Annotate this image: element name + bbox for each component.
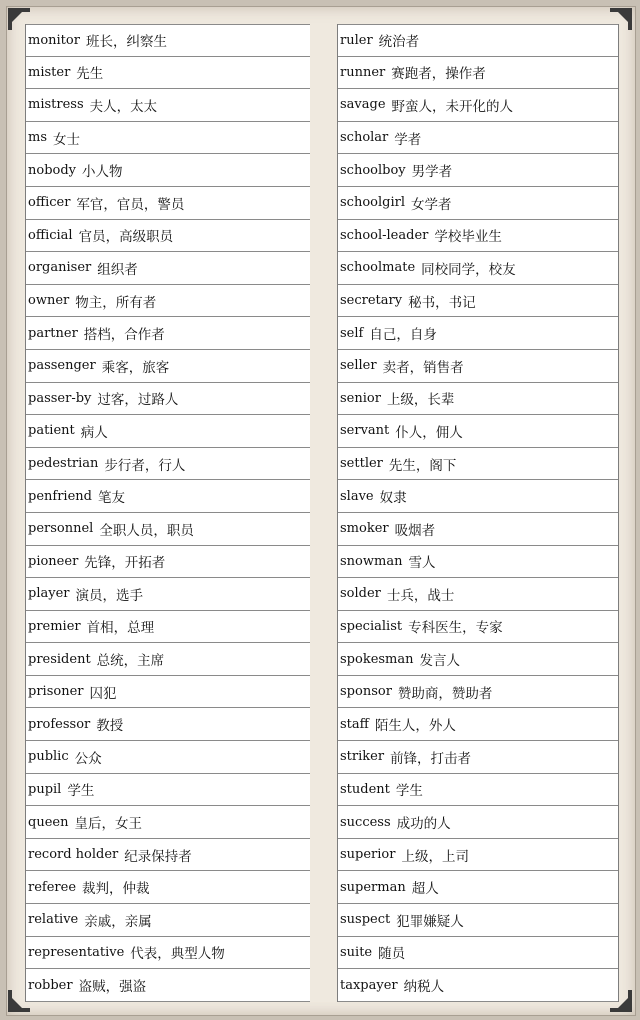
chinese-meaning: 上级，上司 [401, 848, 469, 865]
english-word: schoolgirl [340, 195, 405, 211]
vocab-row [338, 252, 618, 285]
chinese-meaning: 演员，选手 [75, 587, 143, 604]
chinese-meaning: 总统，主席 [96, 653, 165, 670]
english-word: seller [340, 358, 377, 374]
english-word: student [340, 781, 390, 797]
english-word: queen [28, 814, 69, 830]
vocab-row [26, 708, 310, 741]
english-word: savage [340, 97, 386, 113]
chinese-meaning: 上级，长辈 [386, 392, 455, 409]
vocab-row [338, 24, 618, 57]
vocab-row [338, 220, 618, 253]
vocab-row [26, 676, 310, 709]
chinese-meaning: 搭档，合作者 [83, 327, 165, 344]
vocab-column-left [25, 24, 311, 1002]
vocab-row [338, 643, 618, 676]
chinese-meaning: 同校同学，校友 [421, 261, 516, 278]
chinese-meaning: 学生 [67, 783, 95, 800]
vocab-row [338, 350, 618, 383]
english-word: runner [340, 64, 386, 80]
vocab-row [26, 937, 310, 970]
english-word: pedestrian [28, 456, 99, 472]
chinese-meaning: 小人物 [82, 164, 123, 181]
chinese-meaning: 学校毕业生 [434, 229, 502, 246]
chinese-meaning: 学者 [394, 131, 422, 148]
vocab-row [26, 448, 310, 481]
vocab-row [26, 24, 310, 57]
english-word: specialist [340, 618, 403, 634]
chinese-meaning: 代表，典型人物 [130, 946, 225, 963]
chinese-meaning: 纳税人 [403, 979, 445, 996]
chinese-meaning: 学生 [395, 783, 423, 800]
english-word: mistress [28, 97, 84, 113]
vocab-row [26, 220, 310, 253]
vocab-row [26, 57, 310, 90]
chinese-meaning: 统治者 [378, 34, 420, 51]
vocab-row [26, 904, 310, 937]
english-word: snowman [340, 553, 403, 569]
english-word: robber [28, 977, 73, 993]
vocab-row [26, 350, 310, 383]
chinese-meaning: 雪人 [408, 555, 436, 572]
english-word: ms [28, 130, 47, 146]
english-word: public [28, 749, 69, 765]
english-word: pupil [28, 781, 62, 797]
chinese-meaning: 随员 [378, 946, 406, 963]
chinese-meaning: 士兵，战士 [386, 587, 455, 604]
chinese-meaning: 裁判，仲裁 [82, 881, 150, 898]
chinese-meaning: 军官，官员，警员 [76, 196, 185, 213]
chinese-meaning: 组织者 [97, 261, 138, 278]
vocab-row [26, 611, 310, 644]
english-word: relative [28, 912, 79, 928]
english-word: slave [340, 488, 374, 504]
english-word: personnel [28, 521, 94, 537]
chinese-meaning: 赞助商，赞助者 [397, 685, 493, 702]
vocab-row [26, 252, 310, 285]
english-word: partner [28, 325, 78, 341]
chinese-meaning: 自己，自身 [369, 327, 437, 344]
chinese-meaning: 皇后，女王 [74, 816, 142, 833]
chinese-meaning: 赛跑者，操作者 [391, 66, 486, 83]
chinese-meaning: 全职人员，职员 [99, 522, 194, 539]
chinese-meaning: 先生 [76, 66, 104, 83]
chinese-meaning: 病人 [80, 424, 108, 441]
chinese-meaning: 先锋，开拓者 [84, 555, 166, 572]
vocab-row [26, 317, 310, 350]
vocab-row [338, 871, 618, 904]
english-word: success [340, 814, 391, 830]
chinese-meaning: 先生，阁下 [388, 457, 457, 474]
english-word: referee [28, 879, 77, 895]
vocab-row [338, 611, 618, 644]
english-word: spokesman [340, 651, 414, 667]
english-word: solder [340, 586, 381, 602]
chinese-meaning: 囚犯 [89, 685, 117, 702]
chinese-meaning: 奴隶 [379, 490, 407, 507]
chinese-meaning: 卖者，销售者 [382, 359, 464, 376]
english-word: senior [340, 390, 381, 406]
vocab-row [26, 643, 310, 676]
english-word: representative [28, 944, 125, 960]
english-word: staff [340, 716, 369, 732]
english-word: prisoner [28, 684, 84, 700]
english-word: schoolboy [340, 162, 406, 178]
english-word: organiser [28, 260, 92, 276]
vocab-column-right [337, 24, 619, 1002]
vocab-row [26, 513, 310, 546]
chinese-meaning: 女士 [53, 131, 80, 148]
chinese-meaning: 物主，所有者 [75, 294, 157, 311]
chinese-meaning: 乘客，旅客 [101, 359, 170, 376]
chinese-meaning: 盗贼，强盗 [78, 979, 147, 996]
vocab-row [26, 578, 310, 611]
chinese-meaning: 犯罪嫌疑人 [396, 913, 464, 930]
english-word: smoker [340, 521, 389, 537]
chinese-meaning: 仆人，佣人 [395, 424, 463, 441]
vocab-row [338, 480, 618, 513]
english-word: nobody [28, 162, 77, 178]
vocab-row [338, 57, 618, 90]
chinese-meaning: 公众 [74, 750, 102, 767]
english-word: passer-by [28, 390, 92, 406]
english-word: mister [28, 64, 71, 80]
english-word: patient [28, 423, 75, 439]
vocab-row [338, 774, 618, 807]
chinese-meaning: 发言人 [419, 653, 461, 670]
vocab-row [26, 774, 310, 807]
chinese-meaning: 过客，过路人 [97, 392, 179, 409]
vocab-row [338, 708, 618, 741]
chinese-meaning: 亲戚，亲属 [84, 913, 152, 930]
english-word: penfriend [28, 488, 92, 504]
chinese-meaning: 野蛮人，未开化的人 [391, 98, 514, 115]
vocab-row [26, 122, 310, 155]
vocab-row [26, 969, 310, 1002]
vocab-row [338, 904, 618, 937]
vocab-row [338, 806, 618, 839]
english-word: self [340, 325, 364, 341]
english-word: striker [340, 749, 385, 765]
vocab-row [26, 383, 310, 416]
chinese-meaning: 吸烟者 [394, 522, 436, 539]
vocab-row [26, 187, 310, 220]
english-word: scholar [340, 130, 389, 146]
chinese-meaning: 秘书，书记 [408, 294, 476, 311]
vocab-row [338, 89, 618, 122]
chinese-meaning: 班长，纠察生 [85, 34, 167, 51]
english-word: official [28, 227, 73, 243]
english-word: schoolmate [340, 260, 416, 276]
vocab-row [26, 546, 310, 579]
vocab-row [338, 448, 618, 481]
english-word: officer [28, 195, 71, 211]
vocab-row [338, 969, 618, 1002]
vocab-row [338, 741, 618, 774]
english-word: sponsor [340, 684, 392, 700]
vocab-row [338, 122, 618, 155]
vocab-row [26, 741, 310, 774]
chinese-meaning: 男学者 [411, 164, 453, 181]
chinese-meaning: 专科医生，专家 [408, 620, 503, 637]
vocab-row [338, 317, 618, 350]
vocab-row [338, 383, 618, 416]
vocab-row [338, 546, 618, 579]
english-word: professor [28, 716, 91, 732]
vocab-row [338, 513, 618, 546]
chinese-meaning: 官员，高级职员 [78, 229, 174, 246]
english-word: record holder [28, 847, 119, 863]
vocab-row [26, 480, 310, 513]
english-word: school-leader [340, 227, 429, 243]
vocab-row [338, 578, 618, 611]
vocab-row [338, 285, 618, 318]
vocab-row [26, 89, 310, 122]
english-word: suite [340, 944, 373, 960]
chinese-meaning: 超人 [411, 881, 439, 898]
english-word: settler [340, 456, 383, 472]
chinese-meaning: 教授 [96, 718, 124, 735]
vocab-row [26, 415, 310, 448]
english-word: passenger [28, 358, 96, 374]
chinese-meaning: 前锋，打击者 [390, 750, 472, 767]
chinese-meaning: 步行者，行人 [104, 457, 186, 474]
english-word: president [28, 651, 91, 667]
column-gap [310, 24, 337, 1002]
vocab-row [26, 839, 310, 872]
english-word: suspect [340, 912, 391, 928]
english-word: ruler [340, 32, 373, 48]
vocab-row [338, 154, 618, 187]
english-word: pioneer [28, 553, 79, 569]
english-word: player [28, 586, 70, 602]
english-word: superior [340, 847, 396, 863]
chinese-meaning: 笔友 [97, 490, 125, 507]
vocab-row [338, 839, 618, 872]
chinese-meaning: 夫人，太太 [89, 98, 158, 115]
vocab-row [26, 806, 310, 839]
chinese-meaning: 成功的人 [396, 816, 451, 833]
vocab-row [26, 871, 310, 904]
english-word: premier [28, 618, 81, 634]
vocab-row [26, 285, 310, 318]
vocab-row [338, 676, 618, 709]
chinese-meaning: 女学者 [411, 196, 452, 213]
english-word: owner [28, 293, 70, 309]
vocab-row [338, 937, 618, 970]
english-word: servant [340, 423, 390, 439]
vocab-row [338, 187, 618, 220]
vocab-row [26, 154, 310, 187]
chinese-meaning: 陌生人，外人 [374, 718, 456, 735]
chinese-meaning: 纪录保持者 [124, 848, 192, 865]
chinese-meaning: 首相，总理 [86, 620, 155, 637]
english-word: superman [340, 879, 406, 895]
english-word: taxpayer [340, 977, 398, 993]
english-word: secretary [340, 293, 403, 309]
english-word: monitor [28, 32, 80, 48]
vocab-row [338, 415, 618, 448]
